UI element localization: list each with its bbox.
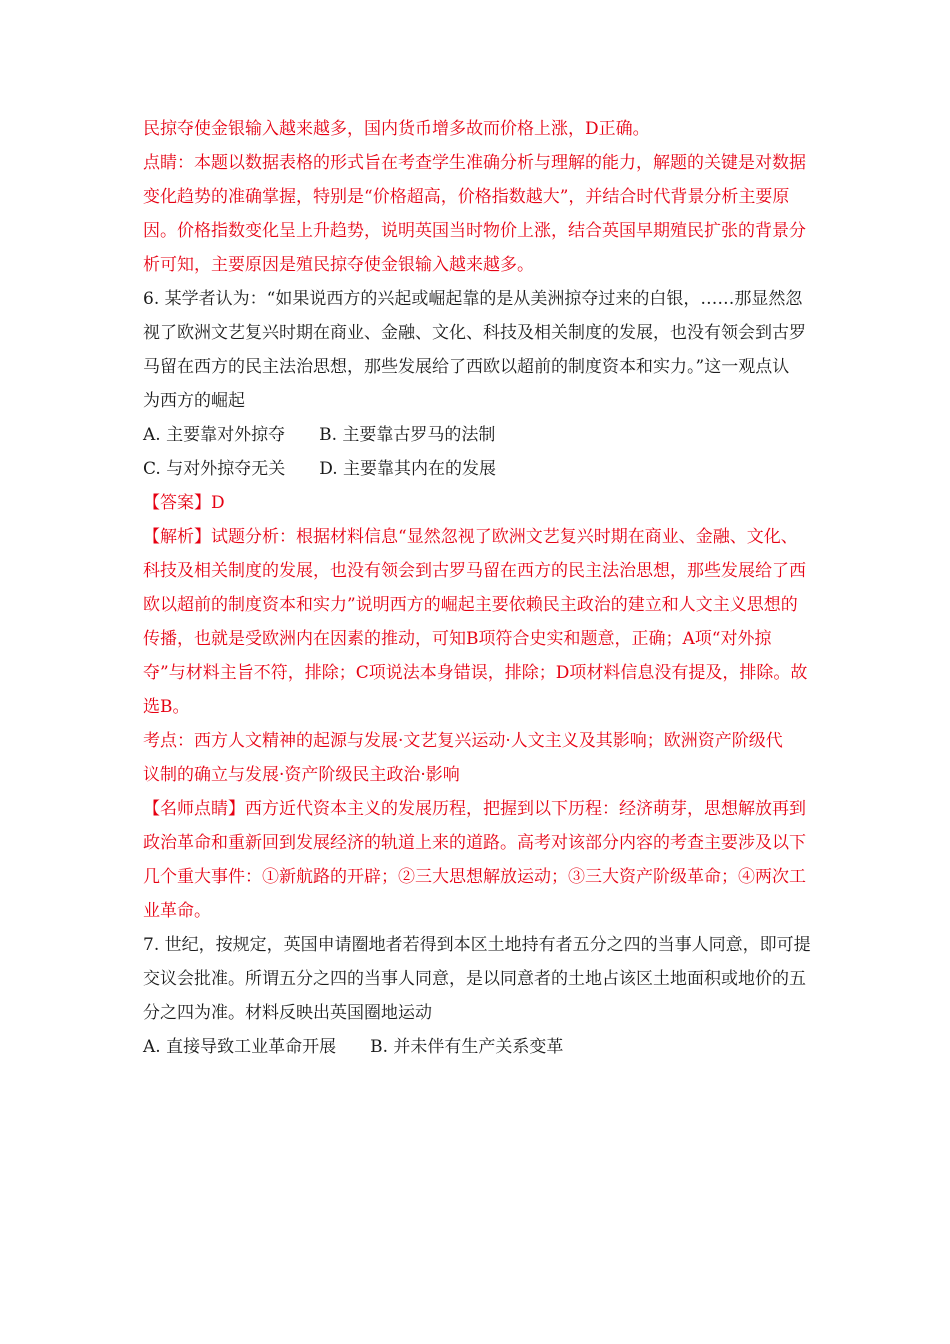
analysis-line: 科技及相关制度的发展，也没有领会到古罗马留在西方的民主法治思想，那些发展给了西 bbox=[143, 561, 806, 581]
mingshi-line: 【名师点睛】西方近代资本主义的发展历程，把握到以下历程：经济萌芽，思想解放再到 bbox=[143, 799, 806, 819]
question-7-stem bbox=[143, 928, 815, 1030]
stem-line: 马留在西方的民主法治思想，那些发展给了西欧以超前的制度资本和实力。”这一观点认 bbox=[143, 357, 790, 377]
prev-analysis-block bbox=[143, 112, 815, 282]
option-c: C. 与对外掠夺无关 bbox=[143, 459, 286, 479]
stem-line: 6. 某学者认为：“如果说西方的兴起或崛起靠的是从美洲掠夺过来的白银，……那显然忽 bbox=[143, 289, 803, 309]
analysis-line: 选B。 bbox=[143, 697, 190, 717]
question-7-options bbox=[143, 1030, 815, 1064]
answer-line: 【答案】D bbox=[143, 493, 225, 513]
mingshi-line: 业革命。 bbox=[143, 901, 211, 921]
document-page bbox=[143, 112, 815, 1064]
stem-line: 7. 世纪，按规定，英国申请圈地者若得到本区土地持有者五分之四的当事人同意，即可提 bbox=[143, 935, 811, 955]
option-a: A. 主要靠对外掠夺 bbox=[143, 425, 286, 445]
text-line: 因。价格指数变化呈上升趋势，说明英国当时物价上涨，结合英国早期殖民扩张的背景分 bbox=[143, 221, 806, 241]
analysis-line: 夺”与材料主旨不符，排除；C项说法本身错误，排除；D项材料信息没有提及，排除。故 bbox=[143, 663, 808, 683]
question-6-stem bbox=[143, 282, 815, 418]
option-a: A. 直接导致工业革命开展 bbox=[143, 1037, 337, 1057]
analysis-line: 【解析】试题分析：根据材料信息“显然忽视了欧洲文艺复兴时期在商业、金融、文化、 bbox=[143, 527, 798, 547]
mingshi-line: 政治革命和重新回到发展经济的轨道上来的道路。高考对该部分内容的考查主要涉及以下 bbox=[143, 833, 806, 853]
option-row bbox=[143, 452, 815, 486]
option-row bbox=[143, 1030, 815, 1064]
analysis-line: 欧以超前的制度资本和实力”说明西方的崛起主要依赖民主政治的建立和人文主义思想的 bbox=[143, 595, 798, 615]
option-d: D. 主要靠其内在的发展 bbox=[319, 459, 497, 479]
stem-line: 为西方的崛起 bbox=[143, 391, 245, 411]
stem-line: 视了欧洲文艺复兴时期在商业、金融、文化、科技及相关制度的发展，也没有领会到古罗 bbox=[143, 323, 806, 343]
option-b: B. 主要靠古罗马的法制 bbox=[319, 425, 496, 445]
question-6-answer-block bbox=[143, 486, 815, 928]
mingshi-line: 几个重大事件：①新航路的开辟；②三大思想解放运动；③三大资产阶级革命；④两次工 bbox=[143, 867, 806, 887]
text-line: 变化趋势的准确掌握，特别是“价格超高，价格指数越大”，并结合时代背景分析主要原 bbox=[143, 187, 790, 207]
stem-line: 分之四为准。材料反映出英国圈地运动 bbox=[143, 1003, 432, 1023]
analysis-line: 传播，也就是受欧洲内在因素的推动，可知B项符合史实和题意，正确；A项“对外掠 bbox=[143, 629, 772, 649]
option-row bbox=[143, 418, 815, 452]
stem-line: 交议会批准。所谓五分之四的当事人同意，是以同意者的土地占该区土地面积或地价的五 bbox=[143, 969, 806, 989]
kaodian-line: 考点：西方人文精神的起源与发展·文艺复兴运动·人文主义及其影响；欧洲资产阶级代 bbox=[143, 731, 783, 751]
option-b: B. 并未伴有生产关系变革 bbox=[370, 1037, 564, 1057]
text-line: 析可知，主要原因是殖民掠夺使金银输入越来越多。 bbox=[143, 255, 534, 275]
text-line: 民掠夺使金银输入越来越多，国内货币增多故而价格上涨，D正确。 bbox=[143, 119, 650, 139]
kaodian-line: 议制的确立与发展·资产阶级民主政治·影响 bbox=[143, 765, 460, 785]
question-6-options bbox=[143, 418, 815, 486]
dianjing-line: 点睛：本题以数据表格的形式旨在考查学生准确分析与理解的能力，解题的关键是对数据 bbox=[143, 153, 806, 173]
